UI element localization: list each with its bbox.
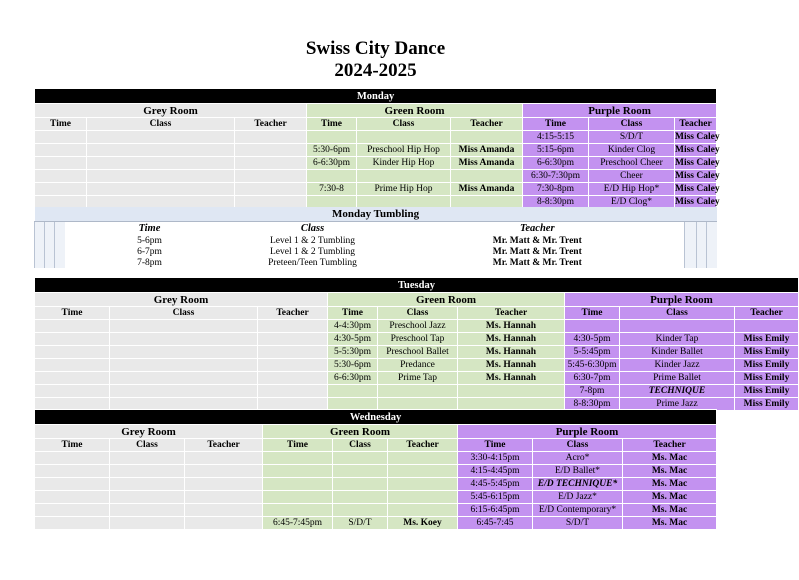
schedule-row	[35, 157, 717, 170]
schedule-row	[35, 333, 799, 346]
purple-room-class: Acro*	[533, 452, 623, 465]
green-room-teacher	[451, 131, 523, 144]
col-header-class: Class	[87, 118, 235, 131]
green-room-teacher: Ms. Hannah	[458, 372, 565, 385]
col-header-time: Time	[328, 307, 378, 320]
grey-room-cell	[258, 333, 328, 346]
purple-room-class: TECHNIQUE	[620, 385, 735, 398]
col-header-class: Class	[533, 439, 623, 452]
green-room-class: Preschool Jazz	[378, 320, 458, 333]
grey-room-cell	[110, 385, 258, 398]
grey-room-cell	[258, 320, 328, 333]
purple-room-teacher: Miss Caley	[675, 157, 720, 168]
col-header-time: Time	[523, 118, 589, 131]
day-header: Wednesday	[35, 410, 717, 425]
grey-room-cell	[235, 183, 307, 196]
schedule-row	[35, 359, 799, 372]
grey-room-cell	[235, 170, 307, 183]
purple-room-class: E/D Jazz*	[533, 491, 623, 504]
col-header-teacher: Teacher	[388, 439, 458, 452]
green-room-class: Predance	[378, 359, 458, 372]
col-header-teacher: Teacher	[185, 439, 263, 452]
grey-room-cell	[35, 517, 110, 530]
col-header-class: Class	[589, 118, 675, 131]
green-room-class: Preschool Ballet	[378, 346, 458, 359]
green-room-class	[333, 478, 388, 491]
purple-room-time: 5:45-6:15pm	[458, 491, 533, 504]
green-room-teacher: Ms. Hannah	[458, 333, 565, 346]
purple-room-class: E/D Contemporary*	[533, 504, 623, 517]
wednesday-schedule-table	[34, 409, 717, 530]
purple-room-teacher: Miss Caley	[675, 131, 720, 142]
purple-room-time: 4:15-5:15	[523, 131, 589, 144]
purple-room-time: 4:15-4:45pm	[458, 465, 533, 478]
green-room-teacher: Ms. Koey	[388, 517, 458, 530]
purple-room-teacher: Ms. Mac	[623, 465, 717, 478]
col-header-time: Time	[65, 222, 235, 236]
col-header-time: Time	[263, 439, 333, 452]
green-room-teacher	[388, 452, 458, 465]
grey-room-cell	[110, 346, 258, 359]
green-room-time	[307, 131, 357, 144]
grey-room-cell	[110, 372, 258, 385]
grey-room-cell	[35, 144, 87, 157]
green-room-time: 6-6:30pm	[328, 372, 378, 385]
purple-room-teacher: Ms. Mac	[623, 517, 717, 530]
purple-room-teacher: Miss Caley	[675, 144, 720, 155]
green-room-time	[328, 385, 378, 398]
grey-room-cell	[35, 372, 110, 385]
col-header-time: Time	[565, 307, 620, 320]
purple-room-teacher: Ms. Mac	[623, 452, 717, 465]
schedule-row	[35, 465, 717, 478]
col-header-teacher: Teacher	[458, 307, 565, 320]
purple-room-header: Purple Room	[523, 104, 717, 118]
purple-room-class: E/D Hip Hop*	[589, 183, 675, 196]
purple-room-time: 5:45-6:30pm	[565, 359, 620, 372]
col-header-teacher: Teacher	[235, 118, 307, 131]
schedule-row	[35, 170, 717, 183]
purple-room-time: 3:30-4:15pm	[458, 452, 533, 465]
green-room-time: 5:30-6pm	[328, 359, 378, 372]
purple-room-teacher: Miss Caley	[675, 196, 720, 207]
monday-schedule-table	[34, 88, 720, 209]
col-header-time: Time	[307, 118, 357, 131]
green-room-teacher	[388, 465, 458, 478]
col-header-teacher: Teacher	[675, 118, 717, 131]
schedule-row	[35, 478, 717, 491]
grey-room-cell	[35, 465, 110, 478]
tumbling-class: Preteen/Teen Tumbling	[235, 257, 391, 268]
grey-room-cell	[258, 385, 328, 398]
purple-room-teacher: Miss Emily	[735, 346, 799, 359]
grey-room-cell	[110, 491, 185, 504]
purple-room-class: Cheer	[589, 170, 675, 183]
purple-room-time: 7:30-8pm	[523, 183, 589, 196]
grey-room-cell	[35, 170, 87, 183]
green-room-teacher	[388, 504, 458, 517]
grey-room-cell	[258, 372, 328, 385]
col-header-time: Time	[458, 439, 533, 452]
purple-room-time: 6-6:30pm	[523, 157, 589, 170]
day-header: Tuesday	[35, 278, 799, 293]
green-room-time: 5:30-6pm	[307, 144, 357, 157]
green-room-time: 6-6:30pm	[307, 157, 357, 170]
grey-room-cell	[258, 346, 328, 359]
grey-room-cell	[185, 517, 263, 530]
purple-room-time: 4:45-5:45pm	[458, 478, 533, 491]
schedule-row	[35, 144, 717, 157]
grey-room-cell	[35, 385, 110, 398]
col-header-time: Time	[35, 118, 87, 131]
grey-room-cell	[35, 478, 110, 491]
grey-room-cell	[110, 452, 185, 465]
schedule-row	[35, 372, 799, 385]
tumbling-teacher: Mr. Matt & Mr. Trent	[391, 246, 685, 257]
green-room-teacher: Miss Amanda	[451, 144, 523, 157]
purple-room-teacher: Miss Emily	[735, 398, 799, 411]
col-header-time: Time	[35, 307, 110, 320]
day-header: Monday	[35, 89, 717, 104]
schedule-row	[35, 183, 717, 196]
purple-room-class: S/D/T	[589, 131, 675, 144]
grey-room-cell	[35, 157, 87, 170]
grey-room-cell	[87, 144, 235, 157]
green-room-time	[263, 504, 333, 517]
tumbling-time: 6-7pm	[65, 246, 235, 257]
purple-room-teacher: Miss Caley	[675, 170, 720, 181]
purple-room-class: Prime Ballet	[620, 372, 735, 385]
grey-room-cell	[185, 504, 263, 517]
green-room-class	[333, 465, 388, 478]
green-room-teacher: Miss Amanda	[451, 157, 523, 170]
purple-room-time: 7-8pm	[565, 385, 620, 398]
purple-room-class: Kinder Ballet	[620, 346, 735, 359]
grey-room-cell	[110, 465, 185, 478]
purple-room-time: 4:30-5pm	[565, 333, 620, 346]
grey-room-header: Grey Room	[35, 104, 307, 118]
purple-room-teacher: Miss Emily	[735, 333, 799, 346]
purple-room-class: E/D Ballet*	[533, 465, 623, 478]
col-header-class: Class	[378, 307, 458, 320]
grey-room-cell	[110, 504, 185, 517]
green-room-teacher: Ms. Hannah	[458, 320, 565, 333]
green-room-class: Prime Tap	[378, 372, 458, 385]
grey-room-cell	[185, 465, 263, 478]
col-header-class: Class	[110, 439, 185, 452]
grey-room-cell	[185, 478, 263, 491]
schedule-row	[35, 131, 717, 144]
col-header-teacher: Teacher	[623, 439, 717, 452]
green-room-time: 7:30-8	[307, 183, 357, 196]
col-header-class: Class	[235, 222, 391, 236]
purple-room-teacher: Miss Emily	[735, 385, 799, 398]
purple-room-time	[565, 320, 620, 333]
col-header-class: Class	[357, 118, 451, 131]
green-room-class: S/D/T	[333, 517, 388, 530]
grey-room-cell	[35, 333, 110, 346]
grey-room-cell	[87, 170, 235, 183]
purple-room-header: Purple Room	[565, 293, 799, 307]
col-header-teacher: Teacher	[391, 222, 685, 236]
schedule-row	[35, 517, 717, 530]
purple-room-class: Kinder Clog	[589, 144, 675, 157]
green-room-teacher	[451, 170, 523, 183]
green-room-time: 4:30-5pm	[328, 333, 378, 346]
green-room-time	[263, 478, 333, 491]
tumbling-teacher: Mr. Matt & Mr. Trent	[391, 235, 685, 246]
tumbling-class: Level 1 & 2 Tumbling	[235, 246, 391, 257]
green-room-time	[307, 170, 357, 183]
purple-room-teacher: Ms. Mac	[623, 478, 717, 491]
green-room-class	[357, 170, 451, 183]
grey-room-cell	[235, 144, 307, 157]
green-room-class: Preschool Hip Hop	[357, 144, 451, 157]
purple-room-class: Kinder Jazz	[620, 359, 735, 372]
tumbling-title: Monday Tumbling	[35, 207, 717, 222]
purple-room-teacher	[735, 320, 799, 333]
green-room-header: Green Room	[307, 104, 523, 118]
purple-room-class: Kinder Tap	[620, 333, 735, 346]
grey-room-cell	[35, 346, 110, 359]
purple-room-class: Prime Jazz	[620, 398, 735, 411]
purple-room-time: 8-8:30pm	[565, 398, 620, 411]
grey-room-cell	[35, 452, 110, 465]
green-room-teacher	[388, 491, 458, 504]
purple-room-time: 6:45-7:45	[458, 517, 533, 530]
green-room-time	[263, 491, 333, 504]
green-room-teacher	[388, 478, 458, 491]
grey-room-cell	[258, 359, 328, 372]
green-room-time	[263, 452, 333, 465]
grey-room-cell	[87, 183, 235, 196]
green-room-time: 5-5:30pm	[328, 346, 378, 359]
tumbling-teacher: Mr. Matt & Mr. Trent	[391, 257, 685, 268]
schedule-row	[35, 320, 799, 333]
green-room-teacher	[458, 385, 565, 398]
purple-room-header: Purple Room	[458, 425, 717, 439]
green-room-class	[333, 491, 388, 504]
schedule-row	[35, 504, 717, 517]
green-room-class	[357, 131, 451, 144]
green-room-teacher: Miss Amanda	[451, 183, 523, 196]
page-title: Swiss City Dance	[305, 38, 446, 59]
grey-room-cell	[235, 157, 307, 170]
green-room-class: Prime Hip Hop	[357, 183, 451, 196]
grey-room-cell	[185, 452, 263, 465]
schedule-row	[35, 385, 799, 398]
green-room-time: 4-4:30pm	[328, 320, 378, 333]
green-room-header: Green Room	[263, 425, 458, 439]
purple-room-time: 6:30-7:30pm	[523, 170, 589, 183]
schedule-row	[35, 346, 799, 359]
purple-room-class	[620, 320, 735, 333]
green-room-class	[333, 504, 388, 517]
green-room-teacher: Ms. Hannah	[458, 346, 565, 359]
purple-room-teacher: Miss Caley	[675, 183, 720, 194]
grey-room-cell	[35, 359, 110, 372]
grey-room-cell	[35, 504, 110, 517]
grey-room-cell	[87, 131, 235, 144]
green-room-class: Kinder Hip Hop	[357, 157, 451, 170]
green-room-time	[263, 465, 333, 478]
green-room-teacher: Ms. Hannah	[458, 359, 565, 372]
purple-room-teacher: Ms. Mac	[623, 504, 717, 517]
green-room-class	[333, 452, 388, 465]
purple-room-class: S/D/T	[533, 517, 623, 530]
grey-room-cell	[35, 131, 87, 144]
grey-room-cell	[110, 478, 185, 491]
purple-room-teacher: Miss Emily	[735, 359, 799, 372]
green-room-class: Preschool Tap	[378, 333, 458, 346]
tumbling-class: Level 1 & 2 Tumbling	[235, 235, 391, 246]
green-room-header: Green Room	[328, 293, 565, 307]
green-room-class	[378, 385, 458, 398]
grey-room-cell	[110, 359, 258, 372]
purple-room-time: 8-8:30pm	[523, 196, 589, 209]
grey-room-cell	[87, 157, 235, 170]
purple-room-time: 5:15-6pm	[523, 144, 589, 157]
tuesday-schedule-table	[34, 277, 799, 411]
grey-room-cell	[235, 131, 307, 144]
grey-room-cell	[185, 491, 263, 504]
purple-room-time: 6:15-6:45pm	[458, 504, 533, 517]
tumbling-schedule-table	[34, 207, 717, 268]
purple-room-class: E/D Clog*	[589, 196, 675, 209]
grey-room-header: Grey Room	[35, 293, 328, 307]
col-header-teacher: Teacher	[258, 307, 328, 320]
purple-room-class: E/D TECHNIQUE*	[533, 478, 623, 491]
col-header-class: Class	[110, 307, 258, 320]
schedule-row	[35, 452, 717, 465]
purple-room-time: 5-5:45pm	[565, 346, 620, 359]
col-header-time: Time	[35, 439, 110, 452]
page-subtitle: 2024-2025	[334, 60, 417, 81]
green-room-time: 6:45-7:45pm	[263, 517, 333, 530]
grey-room-cell	[35, 183, 87, 196]
purple-room-class: Preschool Cheer	[589, 157, 675, 170]
grey-room-cell	[35, 491, 110, 504]
col-header-class: Class	[333, 439, 388, 452]
grey-room-cell	[110, 320, 258, 333]
grey-room-cell	[35, 320, 110, 333]
purple-room-time: 6:30-7pm	[565, 372, 620, 385]
grey-room-cell	[110, 333, 258, 346]
tumbling-time: 5-6pm	[65, 235, 235, 246]
col-header-teacher: Teacher	[735, 307, 799, 320]
schedule-row	[35, 491, 717, 504]
tumbling-time: 7-8pm	[65, 257, 235, 268]
purple-room-teacher: Ms. Mac	[623, 491, 717, 504]
col-header-class: Class	[620, 307, 735, 320]
purple-room-teacher: Miss Emily	[735, 372, 799, 385]
grey-room-cell	[110, 517, 185, 530]
grey-room-header: Grey Room	[35, 425, 263, 439]
col-header-teacher: Teacher	[451, 118, 523, 131]
